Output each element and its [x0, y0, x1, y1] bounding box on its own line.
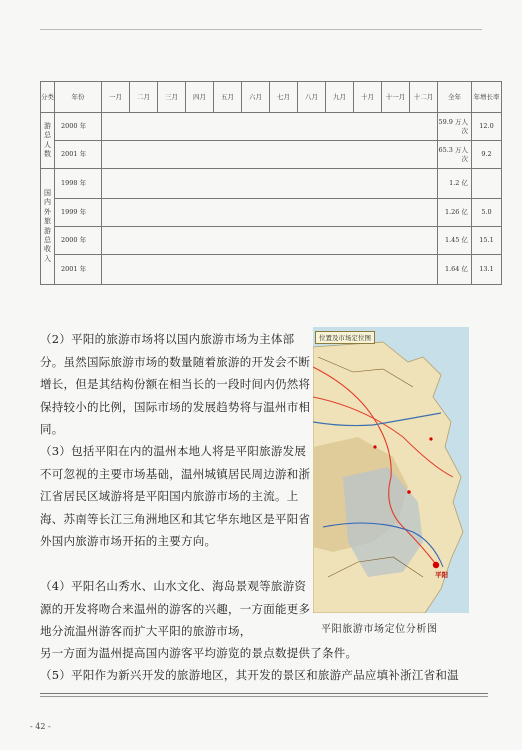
year-cell: 1999 年: [55, 199, 102, 227]
figure-caption: 平阳旅游市场定位分析图: [321, 624, 438, 635]
paragraph-2: （2）平阳的旅游市场将以国内旅游市场为主体部分。虽然国际旅游市场的数量随着旅游的开发会不断增长，但是其结构份额在相当长的一段时间内仍然将保持较小的比例，国际市场的发展趋势将与温州市相同。: [40, 332, 311, 436]
table-row: [41, 227, 502, 255]
annual-cell: 65.3 万人次: [438, 141, 472, 169]
header-month: 七月: [270, 82, 298, 113]
paragraph-4-part-2: 另一方面为温州提高国内游客平均游览的景点数提供了条件。: [40, 646, 358, 660]
paragraph-4-part-1: （4）平阳名山秀水、山水文化、海岛景观等旅游资源的开发将吻合来温州的游客的兴趣，一方面能更多地分流温州游客而扩大平阳的旅游市场，: [40, 579, 311, 638]
header-month: 三月: [158, 82, 186, 113]
header-month: 六月: [242, 82, 270, 113]
table-row: [41, 255, 502, 285]
map-title: 位置及市场定位图: [315, 331, 375, 344]
paragraph-3: （3）包括平阳在内的温州本地人将是平阳旅游发展不可忽视的主要市场基础，温州城镇居民周边游和浙江省居民区域游将是平阳国内旅游市场的主流。上海、苏南等长江三角洲地区和其它华东地区是平阳省外国内旅游市场开拓的主要方向。: [40, 444, 311, 548]
header-year: 年份: [55, 82, 102, 113]
header-month: 十二月: [410, 82, 438, 113]
header-month: 五月: [214, 82, 242, 113]
year-cell: 2000 年: [55, 113, 102, 141]
monthly-cells: [102, 199, 438, 227]
annual-cell: 1.26 亿: [438, 199, 472, 227]
map-city-label: 平阳: [435, 571, 448, 579]
header-month: 十月: [354, 82, 382, 113]
year-cell: 2001 年: [55, 141, 102, 169]
table-header-row: [41, 82, 502, 113]
growth-cell: [472, 169, 502, 199]
monthly-cells: [102, 113, 438, 141]
year-cell: 1998 年: [55, 169, 102, 199]
bottom-rule: [40, 693, 488, 694]
category-cell: 游总人数: [41, 113, 55, 169]
header-month: 二月: [130, 82, 158, 113]
map-image: [313, 327, 469, 613]
year-cell: 2000 年: [55, 227, 102, 255]
table-row: [41, 141, 502, 169]
header-month: 四月: [186, 82, 214, 113]
header-month: 一月: [102, 82, 130, 113]
header-month: 八月: [298, 82, 326, 113]
year-cell: 2001 年: [55, 255, 102, 285]
monthly-cells: [102, 141, 438, 169]
table-row: [41, 113, 502, 141]
growth-cell: 9.2: [472, 141, 502, 169]
market-position-map: [313, 327, 469, 613]
tourism-statistics-table: [40, 81, 502, 285]
annual-cell: 1.45 亿: [438, 227, 472, 255]
annual-cell: 1.2 亿: [438, 169, 472, 199]
growth-cell: 12.0: [472, 113, 502, 141]
growth-cell: 15.1: [472, 227, 502, 255]
header-growth: 年增长率: [472, 82, 502, 113]
page-number: - 42 -: [30, 722, 51, 731]
monthly-cells: [102, 227, 438, 255]
growth-cell: 13.1: [472, 255, 502, 285]
category-cell: 国内外旅游总收入: [41, 169, 55, 285]
bottom-rule-thin: [40, 696, 488, 697]
table-row: [41, 199, 502, 227]
header-annual: 全年: [438, 82, 472, 113]
growth-cell: 5.0: [472, 199, 502, 227]
paragraph-5: （5）平阳作为新兴开发的旅游地区，其开发的景区和旅游产品应填补浙江省和温: [40, 668, 459, 682]
top-rule: [40, 29, 482, 30]
monthly-cells: [102, 169, 438, 199]
header-month: 十一月: [382, 82, 410, 113]
annual-cell: 59.9 万人次: [438, 113, 472, 141]
monthly-cells: [102, 255, 438, 285]
header-month: 九月: [326, 82, 354, 113]
annual-cell: 1.64 亿: [438, 255, 472, 285]
header-category: 分类: [41, 82, 55, 113]
table-row: [41, 169, 502, 199]
